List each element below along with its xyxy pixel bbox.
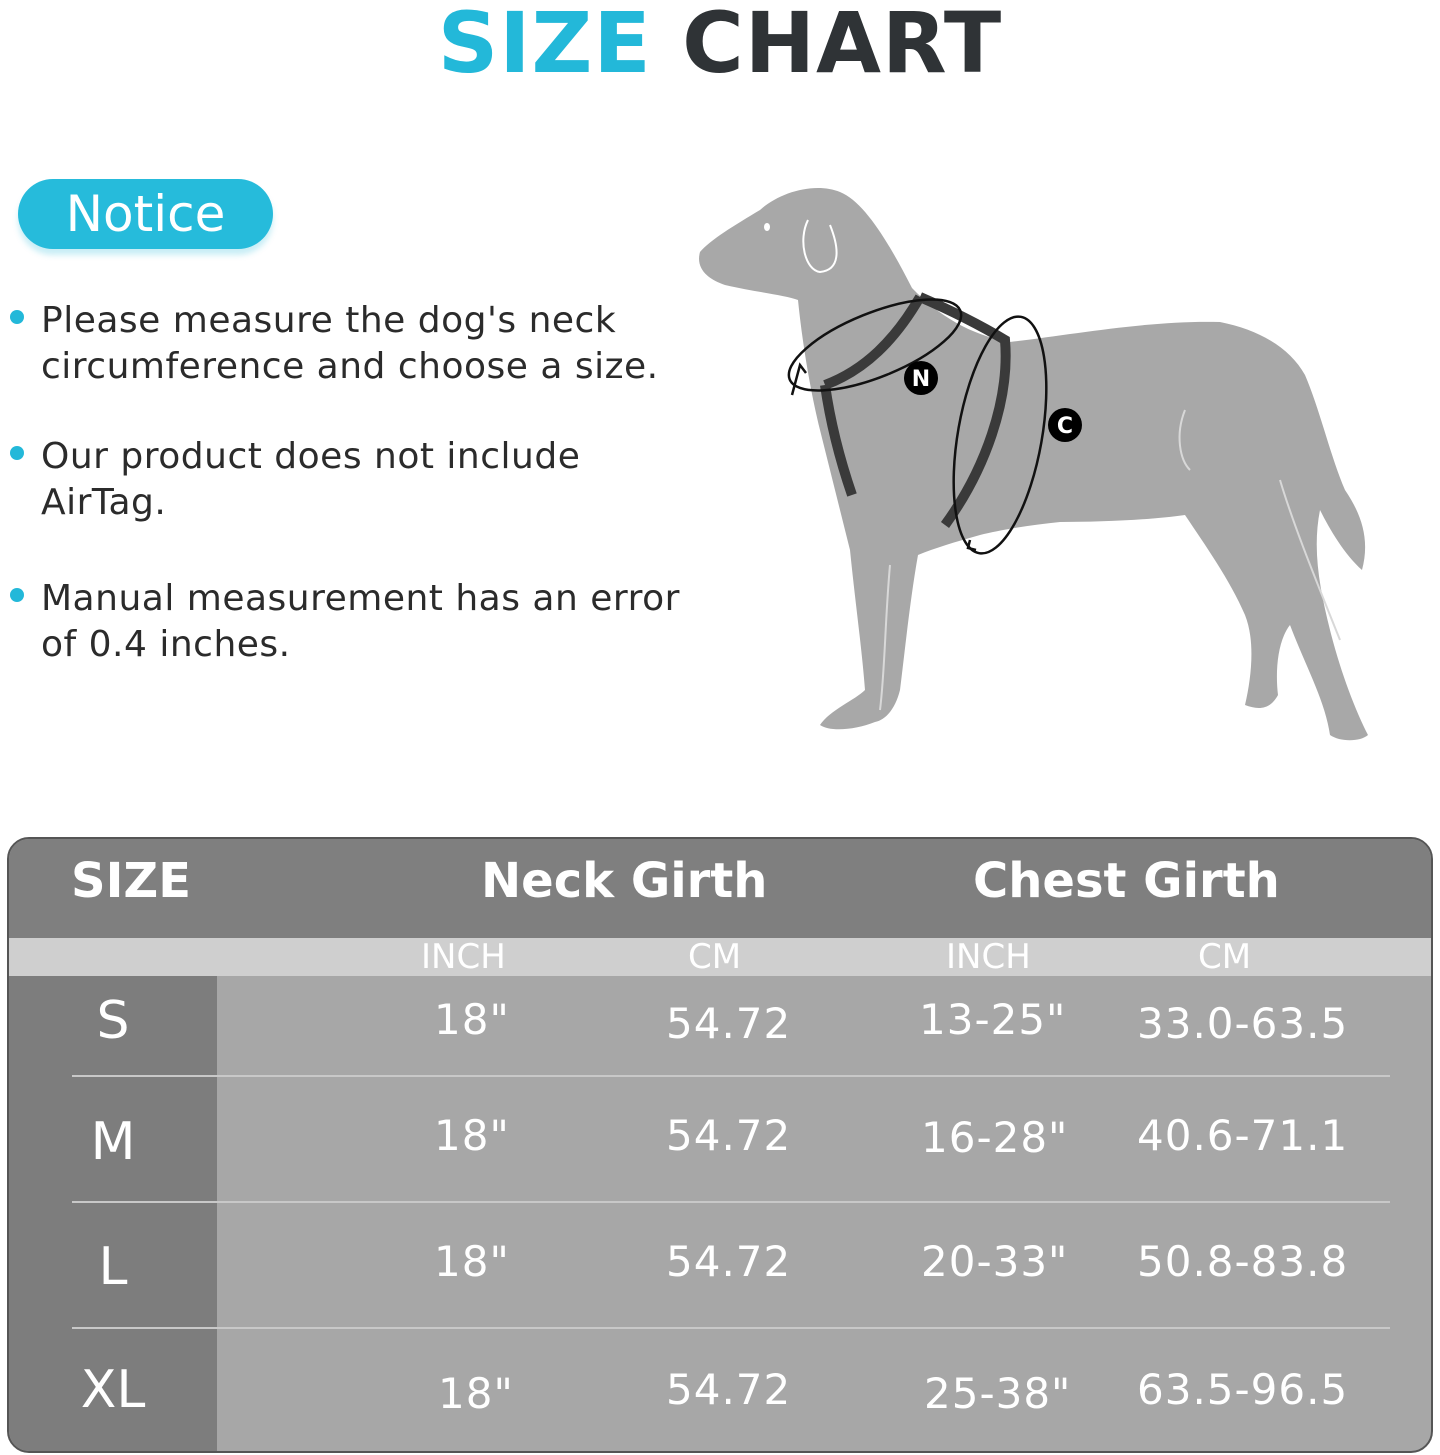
row-s-size: S xyxy=(96,991,130,1051)
bullet-1-line1: Please measure the dog's neck xyxy=(41,300,617,341)
chest-marker-label: C xyxy=(1056,414,1074,439)
row-l-size: L xyxy=(98,1237,128,1297)
notice-badge: Notice xyxy=(18,179,273,249)
chest-arrow-icon xyxy=(968,540,976,550)
bullet-2-line2: AirTag. xyxy=(41,482,167,523)
bullet-1-line2: circumference and choose a size. xyxy=(41,346,659,387)
dog-illustration xyxy=(680,170,1380,760)
notice-bullet-3 xyxy=(10,576,690,668)
row-m-size: M xyxy=(90,1112,136,1172)
row-s-chest-cm: 33.0-63.5 xyxy=(1137,999,1349,1048)
row-xl-neck-inch: 18" xyxy=(438,1369,514,1418)
header-neck-girth: Neck Girth xyxy=(481,853,768,909)
row-divider xyxy=(72,1201,1390,1203)
bullet-3-line2: of 0.4 inches. xyxy=(41,624,291,665)
bullet-3-line1: Manual measurement has an error xyxy=(41,578,680,619)
subheader-chest-cm: CM xyxy=(1198,937,1252,977)
dog-measurement-diagram xyxy=(680,170,1380,760)
header-size: SIZE xyxy=(71,853,192,909)
row-m-neck-cm: 54.72 xyxy=(666,1111,792,1160)
row-m-chest-cm: 40.6-71.1 xyxy=(1137,1111,1349,1160)
bullet-dot-icon xyxy=(10,446,24,460)
row-s-chest-inch: 13-25" xyxy=(919,995,1067,1044)
row-xl-chest-inch: 25-38" xyxy=(924,1369,1072,1418)
row-l-chest-cm: 50.8-83.8 xyxy=(1137,1237,1349,1286)
bullet-2-line1: Our product does not include xyxy=(41,436,581,477)
subheader-neck-inch: INCH xyxy=(421,937,506,977)
size-table xyxy=(7,837,1433,1453)
dog-silhouette xyxy=(699,188,1368,740)
row-xl-chest-cm: 63.5-96.5 xyxy=(1137,1365,1349,1414)
row-s-neck-cm: 54.72 xyxy=(666,999,792,1048)
bullet-dot-icon xyxy=(10,588,24,602)
notice-bullet-2 xyxy=(10,434,690,526)
bullet-dot-icon xyxy=(10,310,24,324)
page-title xyxy=(0,0,1440,92)
dog-eye xyxy=(764,223,770,231)
neck-arrow-icon xyxy=(792,365,806,395)
subheader-neck-cm: CM xyxy=(688,937,742,977)
row-l-neck-inch: 18" xyxy=(434,1237,510,1286)
row-divider xyxy=(72,1075,1390,1077)
row-divider xyxy=(72,1327,1390,1329)
title-size: SIZE xyxy=(437,0,652,92)
row-m-neck-inch: 18" xyxy=(434,1111,510,1160)
row-l-chest-inch: 20-33" xyxy=(921,1237,1069,1286)
header-chest-girth: Chest Girth xyxy=(973,853,1280,909)
title-chart: CHART xyxy=(682,0,1003,92)
row-m-chest-inch: 16-28" xyxy=(921,1113,1069,1162)
row-xl-size: XL xyxy=(80,1360,146,1420)
row-s-neck-inch: 18" xyxy=(434,995,510,1044)
row-xl-neck-cm: 54.72 xyxy=(666,1365,792,1414)
row-l-neck-cm: 54.72 xyxy=(666,1237,792,1286)
notice-bullet-1 xyxy=(10,298,690,390)
neck-marker-label: N xyxy=(911,367,931,392)
subheader-chest-inch: INCH xyxy=(946,937,1031,977)
